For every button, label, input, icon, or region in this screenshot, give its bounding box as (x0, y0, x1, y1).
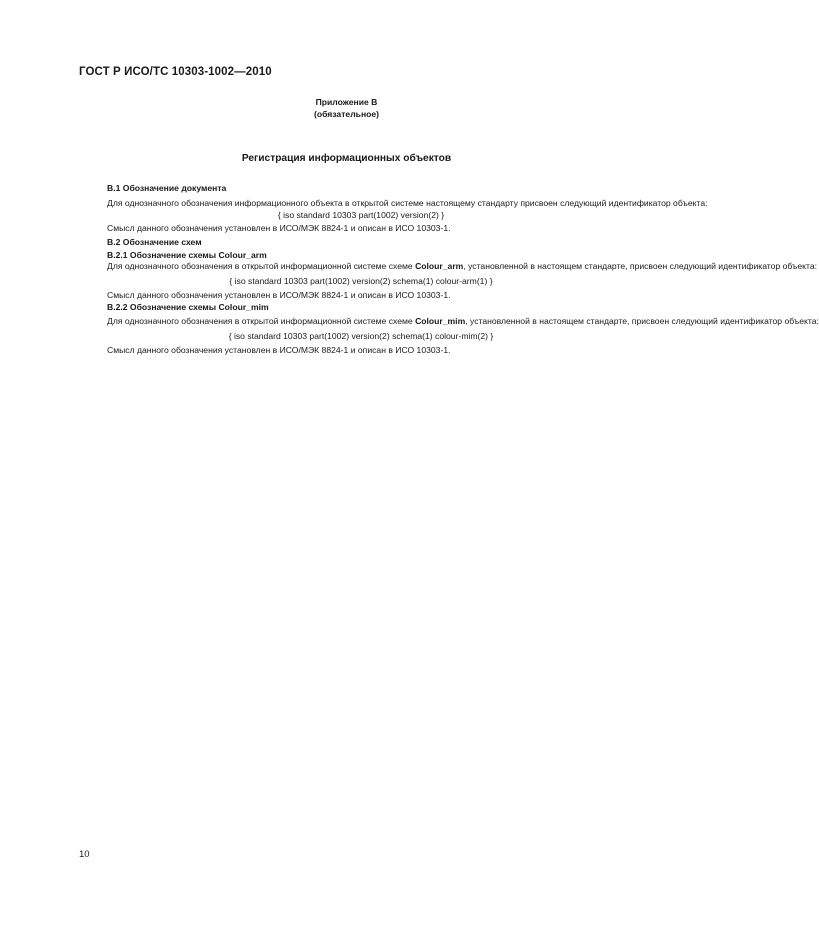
paragraph-b22 (79, 316, 819, 328)
heading-b22: В.2.2 Обозначение схемы Colour_mim (107, 301, 269, 312)
annex-status: (обязательное) (313, 109, 380, 119)
paragraph-b21-text-after: , установленной в настоящем стандарте, присвоен следующий идентификатор объекта: (463, 261, 817, 271)
paragraph-b1: Для однозначного обозначения информационного объекта в открытой системе настоящему стандарту присвоен следующий идентификатор объекта: (107, 197, 708, 208)
paragraph-b22-text-after: , установленной в настоящем стандарте, присвоен следующий идентификатор объекта: (465, 316, 819, 326)
annex-title: Приложение В (315, 97, 378, 107)
paragraph-b21 (79, 261, 817, 273)
paragraph-b21-text-before: Для однозначного обозначения в открытой информационной системе схеме (107, 261, 416, 271)
heading-b21: В.2.1 Обозначение схемы Colour_arm (107, 249, 267, 260)
note-b22: Смысл данного обозначения установлен в ИСО/МЭК 8824-1 и описан в ИСО 10303-1. (107, 345, 451, 355)
identifier-b22: { iso standard 10303 part(1002) version(2) schema(1) colour-mim(2) } (228, 330, 494, 341)
section-title: Регистрация информационных объектов (241, 153, 452, 164)
heading-b2: В.2 Обозначение схем (107, 237, 202, 247)
identifier-b21: { iso standard 10303 part(1002) version(2) schema(1) colour-arm(1) } (229, 275, 493, 286)
page-number: 10 (79, 849, 90, 860)
identifier-b1: { iso standard 10303 part(1002) version(2) } (277, 210, 445, 220)
paragraph-b22-text-before: Для однозначного обозначения в открытой информационной системе схеме (107, 316, 416, 326)
schema-name-colour-arm: Colour_arm (415, 261, 464, 271)
note-b1: Смысл данного обозначения установлен в ИСО/МЭК 8824-1 и описан в ИСО 10303-1. (107, 222, 451, 233)
heading-b1: В.1 Обозначение документа (107, 183, 227, 193)
document-body (79, 183, 819, 357)
schema-name-colour-mim: Colour_mim (415, 316, 466, 326)
annex-heading (0, 96, 661, 120)
document-header-id: ГОСТ Р ИСО/ТС 10303-1002—2010 (79, 66, 272, 78)
note-b21: Смысл данного обозначения установлен в ИСО/МЭК 8824-1 и описан в ИСО 10303-1. (107, 290, 451, 300)
